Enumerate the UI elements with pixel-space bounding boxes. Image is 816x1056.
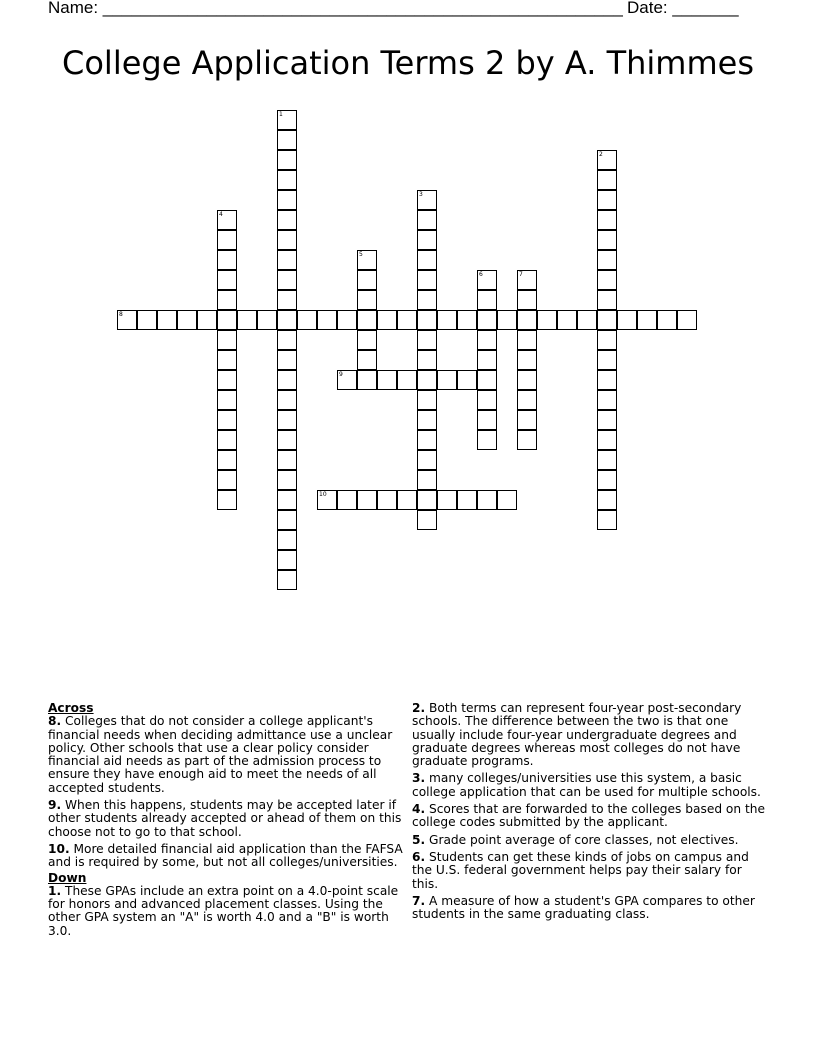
grid-cell[interactable] <box>277 470 297 490</box>
clue-across-8: 8. Colleges that do not consider a college applicant's financial needs when deciding admittance use a unclear policy. Other schools that use a clear policy consider financial aid needs as part of the admission process to ensure they have enough aid to meet the needs of all accepted students. <box>48 714 393 795</box>
grid-cell[interactable] <box>337 370 357 390</box>
grid-cell[interactable] <box>277 170 297 190</box>
grid-cell[interactable] <box>277 190 297 210</box>
grid-cell[interactable] <box>417 370 437 390</box>
clue-down-4: 4. Scores that are forwarded to the colleges based on the college codes submitted by the applicant. <box>412 802 765 830</box>
clue-number: 8 <box>119 311 123 318</box>
grid-cell[interactable] <box>217 490 237 510</box>
grid-cell[interactable] <box>597 150 617 170</box>
grid-cell[interactable] <box>597 330 617 350</box>
grid-cell[interactable] <box>357 330 377 350</box>
grid-cell[interactable] <box>357 250 377 270</box>
grid-cell[interactable] <box>417 230 437 250</box>
grid-cell[interactable] <box>497 490 517 510</box>
name-field-label: Name: _______________________________________________________ <box>48 0 623 17</box>
grid-cell[interactable] <box>557 310 577 330</box>
grid-cell[interactable] <box>457 490 477 510</box>
grid-cell[interactable] <box>517 290 537 310</box>
grid-cell[interactable] <box>477 390 497 410</box>
grid-cell[interactable] <box>217 230 237 250</box>
clue-across-10: 10. More detailed financial aid application than the FAFSA and is required by some, but not all colleges/universities. <box>48 841 403 870</box>
grid-cell[interactable] <box>277 550 297 570</box>
grid-cell[interactable] <box>597 350 617 370</box>
grid-cell[interactable] <box>417 510 437 530</box>
grid-cell[interactable] <box>397 370 417 390</box>
grid-cell[interactable] <box>517 410 537 430</box>
grid-cell[interactable] <box>417 310 437 330</box>
grid-cell[interactable] <box>417 290 437 310</box>
grid-cell[interactable] <box>417 470 437 490</box>
page-title: College Application Terms 2 by A. Thimmes <box>62 44 754 82</box>
grid-cell[interactable] <box>357 310 377 330</box>
grid-cell[interactable] <box>597 470 617 490</box>
grid-cell[interactable] <box>517 350 537 370</box>
clue-down-7: 7. A measure of how a student's GPA compares to other students in the same graduating class. <box>412 893 755 922</box>
grid-cell[interactable] <box>217 270 237 290</box>
grid-cell[interactable] <box>337 490 357 510</box>
grid-cell[interactable] <box>417 450 437 470</box>
grid-cell[interactable] <box>477 330 497 350</box>
grid-cell[interactable] <box>357 290 377 310</box>
grid-cell[interactable] <box>237 310 257 330</box>
grid-cell[interactable] <box>597 210 617 230</box>
grid-cell[interactable] <box>537 310 557 330</box>
down-heading: Down <box>48 870 87 885</box>
grid-cell[interactable] <box>357 490 377 510</box>
grid-cell[interactable] <box>517 370 537 390</box>
grid-cell[interactable] <box>397 310 417 330</box>
grid-cell[interactable] <box>277 370 297 390</box>
grid-cell[interactable] <box>577 310 597 330</box>
grid-cell[interactable] <box>277 410 297 430</box>
grid-cell[interactable] <box>477 350 497 370</box>
grid-cell[interactable] <box>597 270 617 290</box>
grid-cell[interactable] <box>217 310 237 330</box>
grid-cell[interactable] <box>597 170 617 190</box>
across-heading: Across <box>48 701 94 715</box>
grid-cell[interactable] <box>397 490 417 510</box>
grid-cell[interactable] <box>477 410 497 430</box>
grid-cell[interactable] <box>377 370 397 390</box>
grid-cell[interactable] <box>217 250 237 270</box>
grid-cell[interactable] <box>257 310 277 330</box>
grid-cell[interactable] <box>277 290 297 310</box>
grid-cell[interactable] <box>477 270 497 290</box>
grid-cell[interactable] <box>597 310 617 330</box>
grid-cell[interactable] <box>337 310 357 330</box>
clue-number: 9 <box>339 371 343 378</box>
grid-cell[interactable] <box>277 250 297 270</box>
clue-down-3: 3. many colleges/universities use this system, a basic college application that can be used for multiple schools. <box>412 771 761 799</box>
grid-cell[interactable] <box>277 490 297 510</box>
grid-cell[interactable] <box>277 450 297 470</box>
clue-down-1: 1. These GPAs include an extra point on a 4.0-point scale for honors and advanced placement classes. Using the other GPA system an "A" is worth 4.0 and a "B" is worth 3.0. <box>48 883 399 938</box>
grid-cell[interactable] <box>517 330 537 350</box>
grid-cell[interactable] <box>597 230 617 250</box>
grid-cell[interactable] <box>597 430 617 450</box>
grid-cell[interactable] <box>437 370 457 390</box>
clue-number: 2 <box>599 151 603 158</box>
grid-cell[interactable] <box>277 570 297 590</box>
grid-cell[interactable] <box>277 510 297 530</box>
grid-cell[interactable] <box>417 490 437 510</box>
grid-cell[interactable] <box>277 210 297 230</box>
grid-cell[interactable] <box>217 350 237 370</box>
grid-cell[interactable] <box>517 430 537 450</box>
grid-cell[interactable] <box>417 270 437 290</box>
grid-cell[interactable] <box>217 330 237 350</box>
clue-number: 5 <box>359 251 363 258</box>
clue-number: 10 <box>319 491 327 498</box>
grid-cell[interactable] <box>277 330 297 350</box>
grid-cell[interactable] <box>357 350 377 370</box>
grid-cell[interactable] <box>477 290 497 310</box>
grid-cell[interactable] <box>657 310 677 330</box>
clues-column-left <box>48 702 404 942</box>
grid-cell[interactable] <box>517 270 537 290</box>
grid-cell[interactable] <box>477 430 497 450</box>
clue-across-9: 9. When this happens, students may be accepted later if other students already accepted or ahead of them on this choose not to go to that school. <box>48 798 402 839</box>
grid-cell[interactable] <box>477 310 497 330</box>
grid-cell[interactable] <box>497 310 517 330</box>
grid-cell[interactable] <box>417 350 437 370</box>
grid-cell[interactable] <box>317 490 337 510</box>
grid-cell[interactable] <box>277 350 297 370</box>
clue-number: 7 <box>519 271 523 278</box>
grid-cell[interactable] <box>277 230 297 250</box>
clue-down-2: 2. Both terms can represent four-year post-secondary schools. The difference between the two is that one usually include four-year undergraduate degrees and graduate degrees whereas most colleges do not have graduate programs. <box>412 701 742 769</box>
grid-cell[interactable] <box>517 310 537 330</box>
grid-cell[interactable] <box>417 210 437 230</box>
grid-cell[interactable] <box>297 310 317 330</box>
grid-cell[interactable] <box>417 430 437 450</box>
grid-cell[interactable] <box>457 370 477 390</box>
grid-cell[interactable] <box>217 370 237 390</box>
grid-cell[interactable] <box>217 430 237 450</box>
grid-cell[interactable] <box>157 310 177 330</box>
grid-cell[interactable] <box>417 390 437 410</box>
grid-cell[interactable] <box>137 310 157 330</box>
grid-cell[interactable] <box>277 390 297 410</box>
grid-cell[interactable] <box>377 490 397 510</box>
grid-cell[interactable] <box>597 370 617 390</box>
grid-cell[interactable] <box>217 210 237 230</box>
grid-cell[interactable] <box>377 310 397 330</box>
grid-cell[interactable] <box>597 190 617 210</box>
grid-cell[interactable] <box>217 470 237 490</box>
clue-down-6: 6. Students can get these kinds of jobs on campus and the U.S. federal government helps pay their salary for this. <box>412 849 749 891</box>
grid-cell[interactable] <box>277 310 297 330</box>
grid-cell[interactable] <box>637 310 657 330</box>
grid-cell[interactable] <box>477 370 497 390</box>
grid-cell[interactable] <box>437 490 457 510</box>
grid-cell[interactable] <box>417 330 437 350</box>
grid-cell[interactable] <box>357 370 377 390</box>
grid-cell[interactable] <box>517 390 537 410</box>
grid-cell[interactable] <box>597 490 617 510</box>
grid-cell[interactable] <box>317 310 337 330</box>
grid-cell[interactable] <box>417 410 437 430</box>
grid-cell[interactable] <box>597 390 617 410</box>
grid-cell[interactable] <box>277 110 297 130</box>
grid-cell[interactable] <box>597 410 617 430</box>
grid-cell[interactable] <box>597 510 617 530</box>
grid-cell[interactable] <box>677 310 697 330</box>
clue-number: 6 <box>479 271 483 278</box>
grid-cell[interactable] <box>457 310 477 330</box>
grid-cell[interactable] <box>217 450 237 470</box>
clue-down-5: 5. Grade point average of core classes, not electives. <box>412 832 739 847</box>
grid-cell[interactable] <box>357 270 377 290</box>
grid-cell[interactable] <box>277 150 297 170</box>
grid-cell[interactable] <box>417 190 437 210</box>
clues-column-right <box>412 702 768 925</box>
grid-cell[interactable] <box>277 130 297 150</box>
grid-cell[interactable] <box>217 290 237 310</box>
grid-cell[interactable] <box>597 450 617 470</box>
grid-cell[interactable] <box>277 430 297 450</box>
grid-cell[interactable] <box>477 490 497 510</box>
grid-cell[interactable] <box>597 290 617 310</box>
clue-number: 4 <box>219 211 223 218</box>
grid-cell[interactable] <box>217 410 237 430</box>
grid-cell[interactable] <box>597 250 617 270</box>
grid-cell[interactable] <box>617 310 637 330</box>
grid-cell[interactable] <box>117 310 137 330</box>
grid-cell[interactable] <box>217 390 237 410</box>
grid-cell[interactable] <box>277 530 297 550</box>
clue-number: 1 <box>279 111 283 118</box>
grid-cell[interactable] <box>437 310 457 330</box>
clue-number: 3 <box>419 191 423 198</box>
grid-cell[interactable] <box>177 310 197 330</box>
grid-cell[interactable] <box>417 250 437 270</box>
grid-cell[interactable] <box>277 270 297 290</box>
grid-cell[interactable] <box>197 310 217 330</box>
date-field-label: Date: _______ <box>627 0 739 17</box>
